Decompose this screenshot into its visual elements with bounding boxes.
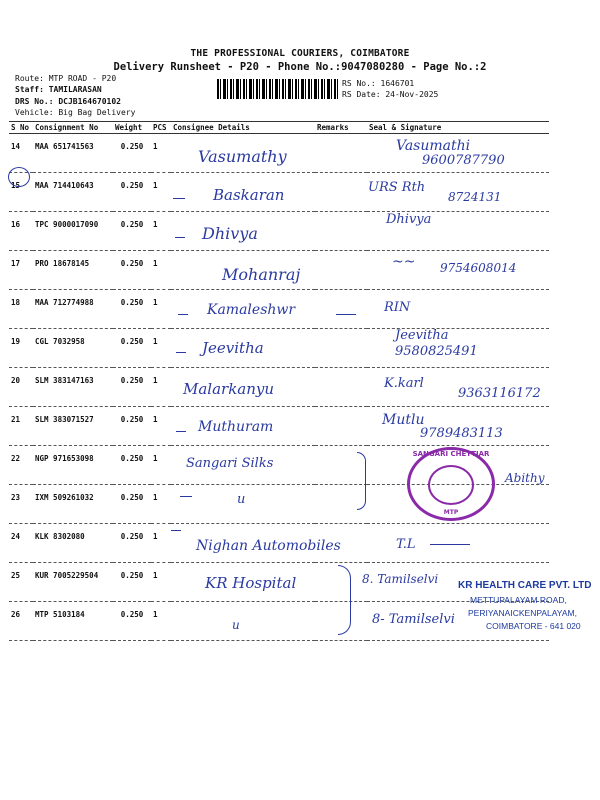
rs-number: RS No.: 1646701 [342, 79, 415, 88]
handwritten-signature-15: URS Rth [368, 180, 426, 195]
ink-dash [176, 431, 186, 432]
ink-dash [336, 314, 356, 315]
row-consignment: NGP 971653098 [33, 446, 113, 485]
ink-brace [338, 565, 351, 635]
ink-dash [176, 352, 186, 353]
handwritten-consignee-14: Vasumathy [198, 147, 287, 166]
row-weight: 0.250 [113, 173, 151, 212]
drs-number: DRS No.: DCJB164670102 [15, 97, 121, 106]
handwritten-signature-18: RIN [384, 300, 411, 315]
sangari-seal-bottom: MTP [443, 509, 459, 516]
kr-health-stamp-line3: PERIYANAICKENPALAYAM, [468, 608, 577, 618]
row-weight: 0.250 [113, 212, 151, 251]
row-weight: 0.250 [113, 446, 151, 485]
handwritten-consignee-25: KR Hospital [205, 574, 297, 592]
row-consignment: KLK 8302080 [33, 524, 113, 563]
ink-brace [357, 452, 366, 510]
col-sno: S No [9, 122, 33, 134]
row-weight: 0.250 [113, 485, 151, 524]
row-weight: 0.250 [113, 251, 151, 290]
handwritten-signature-19: Jeevitha [395, 328, 449, 343]
row-sno: 26 [9, 602, 33, 641]
col-remarks: Remarks [315, 122, 367, 134]
row-sno: 25 [9, 563, 33, 602]
handwritten-consignee-22: Sangari Silks [186, 456, 274, 471]
row-pcs: 1 [151, 368, 171, 407]
handwritten-phone-21: 9789483113 [420, 426, 503, 441]
runsheet-subtitle: Delivery Runsheet - P20 - Phone No.:9047080280 - Page No.:2 [113, 61, 487, 73]
ink-dash [173, 198, 185, 199]
row-15-circle-mark [8, 167, 30, 187]
row-consignment: MAA 714410643 [33, 173, 113, 212]
handwritten-phone-19: 9580825491 [395, 344, 478, 359]
rs-date: RS Date: 24-Nov-2025 [342, 90, 439, 99]
col-seal-signature: Seal & Signature [367, 122, 549, 134]
table-header-row [9, 122, 549, 134]
row-consignment: SLM 383147163 [33, 368, 113, 407]
row-pcs: 1 [151, 485, 171, 524]
row-sno: 15 [9, 173, 33, 212]
handwritten-signature-26: 8- Tamilselvi [372, 612, 455, 627]
handwritten-signature-21: Mutlu [382, 412, 425, 428]
company-title: THE PROFESSIONAL COURIERS, COIMBATORE [190, 48, 410, 59]
handwritten-consignee-19: Jeevitha [202, 339, 264, 357]
handwritten-phone-17: 9754608014 [440, 261, 517, 275]
row-pcs: 1 [151, 524, 171, 563]
handwritten-ditto-26: u [232, 618, 240, 632]
row-sno: 20 [9, 368, 33, 407]
kr-health-stamp-line4: COIMBATORE - 641 020 [486, 621, 581, 631]
row-pcs: 1 [151, 446, 171, 485]
seal-emblem [428, 465, 474, 505]
row-weight: 0.250 [113, 407, 151, 446]
handwritten-signature-14: Vasumathi [396, 138, 471, 154]
kr-health-stamp-line2: METTUPALAYAM ROAD, [470, 595, 567, 605]
row-consignment: KUR 7005229504 [33, 563, 113, 602]
col-consignment: Consignment No [33, 122, 113, 134]
sangari-seal-stamp [407, 447, 495, 521]
row-weight: 0.250 [113, 134, 151, 173]
ink-dash [171, 530, 181, 531]
row-weight: 0.250 [113, 563, 151, 602]
staff-label: Staff: TAMILARASAN [15, 85, 102, 94]
row-consignment: SLM 383071527 [33, 407, 113, 446]
handwritten-signature-22: Abithy [505, 471, 545, 485]
row-consignment: CGL 7032958 [33, 329, 113, 368]
handwritten-consignee-24: Nighan Automobiles [196, 538, 341, 554]
handwritten-phone-14: 9600787790 [422, 153, 505, 168]
handwritten-signature-24: T.L [396, 537, 416, 552]
row-sno: 16 [9, 212, 33, 251]
handwritten-phone-15: 8724131 [448, 190, 502, 204]
row-weight: 0.250 [113, 290, 151, 329]
row-weight: 0.250 [113, 368, 151, 407]
col-pcs: PCS [151, 122, 171, 134]
row-sno: 24 [9, 524, 33, 563]
row-sno: 17 [9, 251, 33, 290]
handwritten-consignee-17: Mohanraj [222, 265, 301, 284]
route-label: Route: MTP ROAD - P20 [15, 74, 117, 83]
row-pcs: 1 [151, 134, 171, 173]
barcode [217, 79, 338, 99]
row-pcs: 1 [151, 407, 171, 446]
col-consignee: Consignee Details [171, 122, 315, 134]
row-pcs: 1 [151, 173, 171, 212]
row-sno: 21 [9, 407, 33, 446]
handwritten-consignee-15: Baskaran [213, 186, 285, 204]
row-sno: 19 [9, 329, 33, 368]
row-pcs: 1 [151, 251, 171, 290]
handwritten-signature-17: ~~ [392, 254, 416, 270]
handwritten-signature-20: K.karl [384, 376, 424, 391]
row-pcs: 1 [151, 329, 171, 368]
handwritten-signature-16: Dhivya [386, 212, 432, 227]
handwritten-consignee-18: Kamaleshwr [207, 302, 296, 318]
row-consignment: TPC 9000017090 [33, 212, 113, 251]
row-consignment: IXM 509261032 [33, 485, 113, 524]
ink-dash [180, 496, 192, 497]
row-consignment: MAA 651741563 [33, 134, 113, 173]
handwritten-signature-25: 8. Tamilselvi [362, 572, 439, 586]
row-sno: 22 [9, 446, 33, 485]
row-consignment: MAA 712774988 [33, 290, 113, 329]
row-pcs: 1 [151, 212, 171, 251]
table-row [9, 212, 549, 251]
row-consignment: MTP 5103184 [33, 602, 113, 641]
sangari-seal-text: SANGARI CHETTIAR [412, 450, 490, 458]
row-sno: 14 [9, 134, 33, 173]
row-weight: 0.250 [113, 329, 151, 368]
col-weight: Weight [113, 122, 151, 134]
row-sno: 23 [9, 485, 33, 524]
handwritten-consignee-21: Muthuram [198, 419, 274, 435]
row-consignment: PRO 18678145 [33, 251, 113, 290]
ink-dash [178, 314, 188, 315]
handwritten-consignee-16: Dhivya [202, 224, 258, 243]
ink-dash [175, 237, 185, 238]
handwritten-ditto-23: u [237, 492, 246, 507]
row-pcs: 1 [151, 290, 171, 329]
row-weight: 0.250 [113, 602, 151, 641]
kr-health-stamp-line1: KR HEALTH CARE PVT. LTD [458, 580, 592, 591]
handwritten-phone-20: 9363116172 [458, 386, 541, 401]
vehicle-label: Vehicle: Big Bag Delivery [15, 108, 136, 117]
ink-dash [430, 544, 470, 545]
row-weight: 0.250 [113, 524, 151, 563]
handwritten-consignee-20: Malarkanyu [183, 380, 275, 398]
row-pcs: 1 [151, 602, 171, 641]
row-pcs: 1 [151, 563, 171, 602]
row-sno: 18 [9, 290, 33, 329]
